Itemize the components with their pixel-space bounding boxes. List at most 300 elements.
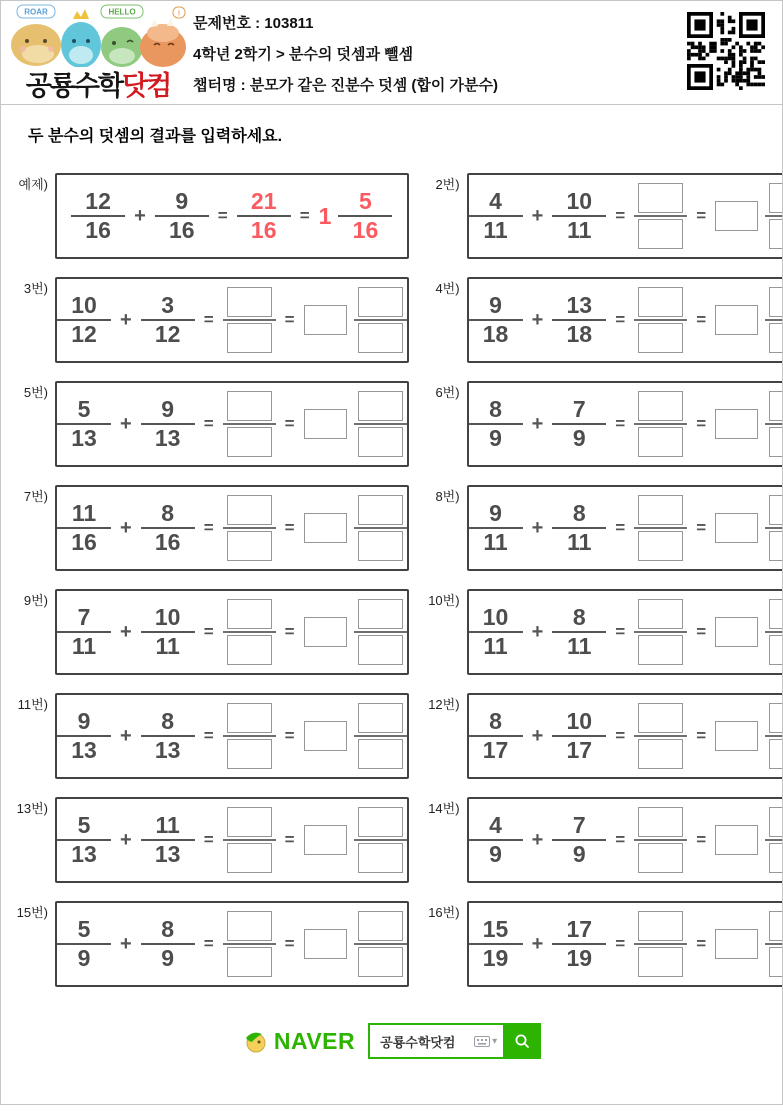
improper-fraction-answer [223,599,276,665]
breadcrumb: 4학년 2학기 > 분수의 덧셈과 뺄셈 [193,46,414,63]
sum-denominator-input[interactable] [227,531,272,561]
sum-numerator-input[interactable] [638,287,683,317]
plus-sign: + [120,828,132,851]
mixed-fraction-answer [765,391,783,457]
fraction-2 [141,501,195,555]
mixed-number-answer [715,807,783,873]
plus-sign: + [531,412,544,435]
plus-sign: + [531,724,544,747]
mixed-numerator-input[interactable] [358,599,403,629]
sum-denominator-input[interactable] [638,427,683,457]
fraction-1 [469,605,523,659]
mixed-denominator-input[interactable] [769,843,783,873]
mixed-denominator-input[interactable] [358,531,403,561]
equals-sign: = [284,622,295,641]
mixed-numerator-input[interactable] [769,807,783,837]
numerator: 8 [161,500,175,527]
problems-grid [7,173,776,987]
problem-cell [7,277,409,363]
sum-denominator-input[interactable] [227,635,272,665]
plus-sign: + [134,204,146,227]
plus-sign: + [531,204,544,227]
whole-number-input[interactable] [304,825,347,855]
whole-number-input[interactable] [715,409,758,439]
whole-number-input[interactable] [715,825,758,855]
mixed-denominator-input[interactable] [769,739,783,769]
problem-label: 14번) [428,801,460,816]
problem-label: 10번) [428,593,460,608]
numerator: 10 [566,708,593,735]
mixed-fraction-answer [765,703,783,769]
sum-numerator-input[interactable] [638,807,683,837]
denominator: 16 [352,217,379,243]
problem-cell [7,797,409,883]
sum-denominator-input[interactable] [638,739,683,769]
problem-cell [419,901,783,987]
fraction-1 [57,917,111,971]
sum-denominator-input[interactable] [638,219,683,249]
mixed-numerator-input[interactable] [769,183,783,213]
denominator: 11 [567,529,592,555]
problem-box [467,381,783,467]
mixed-numerator-input[interactable] [769,911,783,941]
sum-numerator-input[interactable] [638,911,683,941]
sum-numerator-input[interactable] [638,495,683,525]
fraction-1 [57,605,111,659]
numerator: 12 [85,188,111,215]
sum-denominator-input[interactable] [638,843,683,873]
fraction-2 [552,605,606,659]
denominator: 17 [482,737,509,763]
plus-sign: + [120,620,132,643]
fraction-bar [765,735,783,737]
sum-numerator-input[interactable] [638,391,683,421]
mixed-fraction-answer [354,495,407,561]
mixed-denominator-input[interactable] [769,323,783,353]
fraction-bar [354,631,407,633]
equals-sign: = [615,934,626,953]
denominator: 11 [483,633,508,659]
problem-box [467,277,783,363]
mixed-number-answer [304,911,407,977]
plus-sign: + [531,828,544,851]
problem-box [467,901,783,987]
whole-number-input[interactable] [715,721,758,751]
fraction-2 [141,397,195,451]
svg-text:HELLO: HELLO [108,7,136,17]
problem-cell [419,381,783,467]
fraction-bar [634,215,687,217]
fraction-2 [552,501,606,555]
naver-wordmark: NAVER [273,1027,356,1054]
fraction-2 [141,605,195,659]
problem-box [55,381,409,467]
mixed-number-answer [304,807,407,873]
whole-number-input[interactable] [715,929,758,959]
equals-sign: = [615,726,626,745]
fraction-2 [141,293,195,347]
mixed-denominator-input[interactable] [358,323,403,353]
denominator: 18 [566,321,593,347]
equals-sign: = [203,414,214,433]
problem-box [55,797,409,883]
mixed-number-answer [304,703,407,769]
mixed-denominator-input[interactable] [769,531,783,561]
equals-sign: = [203,726,214,745]
improper-fraction-answer [634,703,687,769]
fraction-2 [552,189,606,243]
mixed-numerator-input[interactable] [358,911,403,941]
mixed-numerator-input[interactable] [358,495,403,525]
whole-number-input[interactable] [715,513,758,543]
equals-sign: = [284,934,295,953]
caret-down-icon[interactable]: ▾ [492,1035,498,1047]
mixed-numerator-input[interactable] [769,495,783,525]
plus-sign: + [120,932,132,955]
denominator: 9 [161,945,175,971]
whole-number-input[interactable] [715,201,758,231]
numerator: 17 [566,916,593,943]
whole-number-input[interactable] [304,513,347,543]
numerator: 4 [489,188,502,215]
header-info [193,12,498,95]
whole-number-input[interactable] [304,409,347,439]
sum-denominator-input[interactable] [227,739,272,769]
mixed-numerator-input[interactable] [358,287,403,317]
example-cell [7,173,409,259]
search-input[interactable]: 공룡수학닷컴 [380,1034,456,1050]
plus-sign: + [531,620,544,643]
denominator: 16 [250,217,277,243]
fraction-bar [223,631,276,633]
fraction-bar [765,319,783,321]
fraction-bar [354,839,407,841]
numerator: 13 [566,292,593,319]
mixed-fraction-answer [354,911,407,977]
search-icon [514,1033,530,1049]
denominator: 11 [483,529,508,555]
fraction-2 [552,397,606,451]
plus-sign: + [120,308,132,331]
sum-numerator-input[interactable] [638,703,683,733]
fraction-1 [57,501,111,555]
denominator: 12 [71,321,97,347]
sum-denominator-input[interactable] [638,531,683,561]
mixed-fraction-answer [765,599,783,665]
denominator: 13 [154,737,181,763]
fraction-bar [765,631,783,633]
equals-sign: = [284,310,295,329]
mixed-denominator-input[interactable] [358,635,403,665]
problem-label: 6번) [435,385,460,400]
sum-denominator-input[interactable] [227,427,272,457]
qr-code-icon [687,10,765,92]
problem-cell [419,797,783,883]
mixed-numerator-input[interactable] [769,391,783,421]
sum-denominator-input[interactable] [227,323,272,353]
naver-logo [242,1028,355,1055]
site-logo [9,3,187,100]
equals-sign: = [203,310,214,329]
numerator: 11 [71,500,97,527]
problem-box [55,901,409,987]
mixed-numerator-input[interactable] [358,703,403,733]
plus-sign: + [120,412,132,435]
fraction-2 [141,917,195,971]
keyboard-icon[interactable] [474,1036,490,1047]
fraction-bar [634,839,687,841]
example-sum-fraction [237,189,291,243]
fraction-1 [57,709,111,763]
logo-text-black: 공룡수학 [25,71,123,101]
problem-box [467,797,783,883]
problem-label: 8번) [435,489,460,504]
fraction-1 [469,709,523,763]
fraction-2 [552,813,606,867]
mixed-number-answer [304,599,407,665]
sum-numerator-input[interactable] [227,807,272,837]
equals-sign: = [203,934,214,953]
fraction-1 [469,189,523,243]
denominator: 13 [71,841,97,867]
denominator: 11 [567,217,592,243]
mixed-numerator-input[interactable] [769,287,783,317]
problem-box [467,485,783,571]
equals-sign: = [203,830,214,849]
problem-cell [419,693,783,779]
numerator: 8 [161,708,175,735]
fraction-1 [469,813,523,867]
problem-label: 7번) [23,489,48,504]
plus-sign: + [531,932,544,955]
sum-numerator-input[interactable] [638,599,683,629]
fraction-bar [634,631,687,633]
example-box [55,173,409,259]
denominator: 19 [482,945,509,971]
sum-numerator-input[interactable] [227,599,272,629]
fraction-bar [354,319,407,321]
denominator: 13 [154,425,181,451]
equals-sign: = [615,310,626,329]
denominator: 9 [572,425,586,451]
example-fraction-2 [155,189,209,243]
fraction-bar [354,527,407,529]
search-button[interactable] [503,1023,541,1059]
naver-pero-icon [242,1028,268,1054]
denominator: 16 [168,217,195,243]
problem-box [55,589,409,675]
numerator: 8 [489,708,502,735]
denominator: 12 [154,321,181,347]
equals-sign: = [615,518,626,537]
fraction-1 [57,397,111,451]
mixed-fraction-answer [765,287,783,353]
mixed-fraction-answer [354,391,407,457]
example-fraction-1 [71,189,125,243]
problem-cell [419,485,783,571]
equals-sign: = [217,206,228,225]
numerator: 10 [482,604,509,631]
sum-numerator-input[interactable] [638,183,683,213]
problem-cell [419,277,783,363]
fraction-bar [223,943,276,945]
svg-text:ROAR: ROAR [24,7,48,17]
numerator: 10 [566,188,593,215]
sum-numerator-input[interactable] [227,911,272,941]
numerator: 7 [77,604,91,631]
fraction-bar [765,527,783,529]
mixed-number-answer [304,391,407,457]
problem-box [55,277,409,363]
equals-sign: = [284,830,295,849]
denominator: 13 [71,737,97,763]
sum-denominator-input[interactable] [638,947,683,977]
sum-denominator-input[interactable] [227,947,272,977]
numerator: 15 [482,916,509,943]
problem-label: 13번) [16,801,48,816]
numerator: 5 [359,188,372,215]
equals-sign: = [696,726,707,745]
denominator: 17 [566,737,593,763]
mixed-denominator-input[interactable] [358,947,403,977]
mixed-fraction-answer [354,287,407,353]
equals-sign: = [696,206,707,225]
improper-fraction-answer [634,287,687,353]
problem-label: 4번) [435,281,460,296]
example-label: 예제) [18,177,48,192]
improper-fraction-answer [223,495,276,561]
equals-sign: = [615,414,626,433]
problem-box [467,589,783,675]
problem-label: 12번) [428,697,460,712]
fraction-bar [634,319,687,321]
mixed-denominator-input[interactable] [358,739,403,769]
example-mixed-fraction [338,189,392,243]
mixed-denominator-input[interactable] [769,427,783,457]
problem-label: 5번) [23,385,48,400]
numerator: 3 [161,292,175,319]
whole-number-input[interactable] [715,617,758,647]
fraction-bar [354,943,407,945]
mixed-number-answer [715,703,783,769]
numerator: 10 [154,604,181,631]
equals-sign: = [615,206,626,225]
fraction-bar [765,215,783,217]
numerator: 21 [250,188,277,215]
fraction-2 [552,709,606,763]
fraction-1 [469,501,523,555]
fraction-2 [552,917,606,971]
fraction-2 [552,293,606,347]
whole-number: 1 [318,202,332,229]
fraction-bar [634,943,687,945]
fraction-bar [765,943,783,945]
plus-sign: + [120,516,132,539]
denominator: 19 [566,945,593,971]
mixed-denominator-input[interactable] [769,219,783,249]
mixed-fraction-answer [765,911,783,977]
mixed-numerator-input[interactable] [358,807,403,837]
equals-sign: = [696,622,707,641]
mixed-denominator-input[interactable] [769,947,783,977]
improper-fraction-answer [634,183,687,249]
fraction-bar [354,423,407,425]
equals-sign: = [284,414,295,433]
numerator: 5 [77,396,91,423]
sum-numerator-input[interactable] [227,703,272,733]
numerator: 9 [77,708,91,735]
mixed-numerator-input[interactable] [769,599,783,629]
sum-numerator-input[interactable] [227,287,272,317]
whole-number-input[interactable] [304,305,347,335]
naver-search-bar [368,1023,541,1059]
fraction-bar [634,423,687,425]
numerator: 9 [175,188,189,215]
equals-sign: = [203,518,214,537]
sum-numerator-input[interactable] [227,391,272,421]
fraction-bar [223,527,276,529]
improper-fraction-answer [223,911,276,977]
problem-cell [419,589,783,675]
mixed-numerator-input[interactable] [358,391,403,421]
mixed-fraction-answer [765,183,783,249]
sum-denominator-input[interactable] [638,323,683,353]
denominator: 9 [77,945,91,971]
fraction-bar [223,839,276,841]
whole-number-input[interactable] [304,721,347,751]
problem-label: 16번) [428,905,460,920]
mixed-number-answer [304,495,407,561]
problem-label: 15번) [16,905,48,920]
dino-mascots-illustration [9,3,187,67]
fraction-1 [469,917,523,971]
mixed-fraction-answer [354,599,407,665]
denominator: 16 [85,217,111,243]
whole-number-input[interactable] [304,929,347,959]
numerator: 7 [572,812,586,839]
mixed-denominator-input[interactable] [358,427,403,457]
denominator: 16 [154,529,181,555]
numerator: 7 [572,396,586,423]
mixed-denominator-input[interactable] [358,843,403,873]
sum-numerator-input[interactable] [227,495,272,525]
mixed-number-answer [715,911,783,977]
numerator: 9 [489,292,502,319]
example-mixed-number [319,189,393,243]
mixed-number-answer [715,391,783,457]
denominator: 13 [71,425,97,451]
problem-label: 3번) [23,281,48,296]
whole-number-input[interactable] [304,617,347,647]
improper-fraction-answer [634,599,687,665]
numerator: 11 [155,812,180,839]
equals-sign: = [696,414,707,433]
fraction-1 [57,293,111,347]
mixed-denominator-input[interactable] [769,635,783,665]
sum-denominator-input[interactable] [227,843,272,873]
mixed-numerator-input[interactable] [769,703,783,733]
plus-sign: + [531,308,544,331]
whole-number-input[interactable] [715,305,758,335]
mixed-fraction-answer [765,807,783,873]
fraction-bar [634,527,687,529]
equals-sign: = [696,830,707,849]
fraction-bar [634,735,687,737]
sum-denominator-input[interactable] [638,635,683,665]
problem-cell [7,485,409,571]
problem-cell [7,901,409,987]
improper-fraction-answer [223,703,276,769]
